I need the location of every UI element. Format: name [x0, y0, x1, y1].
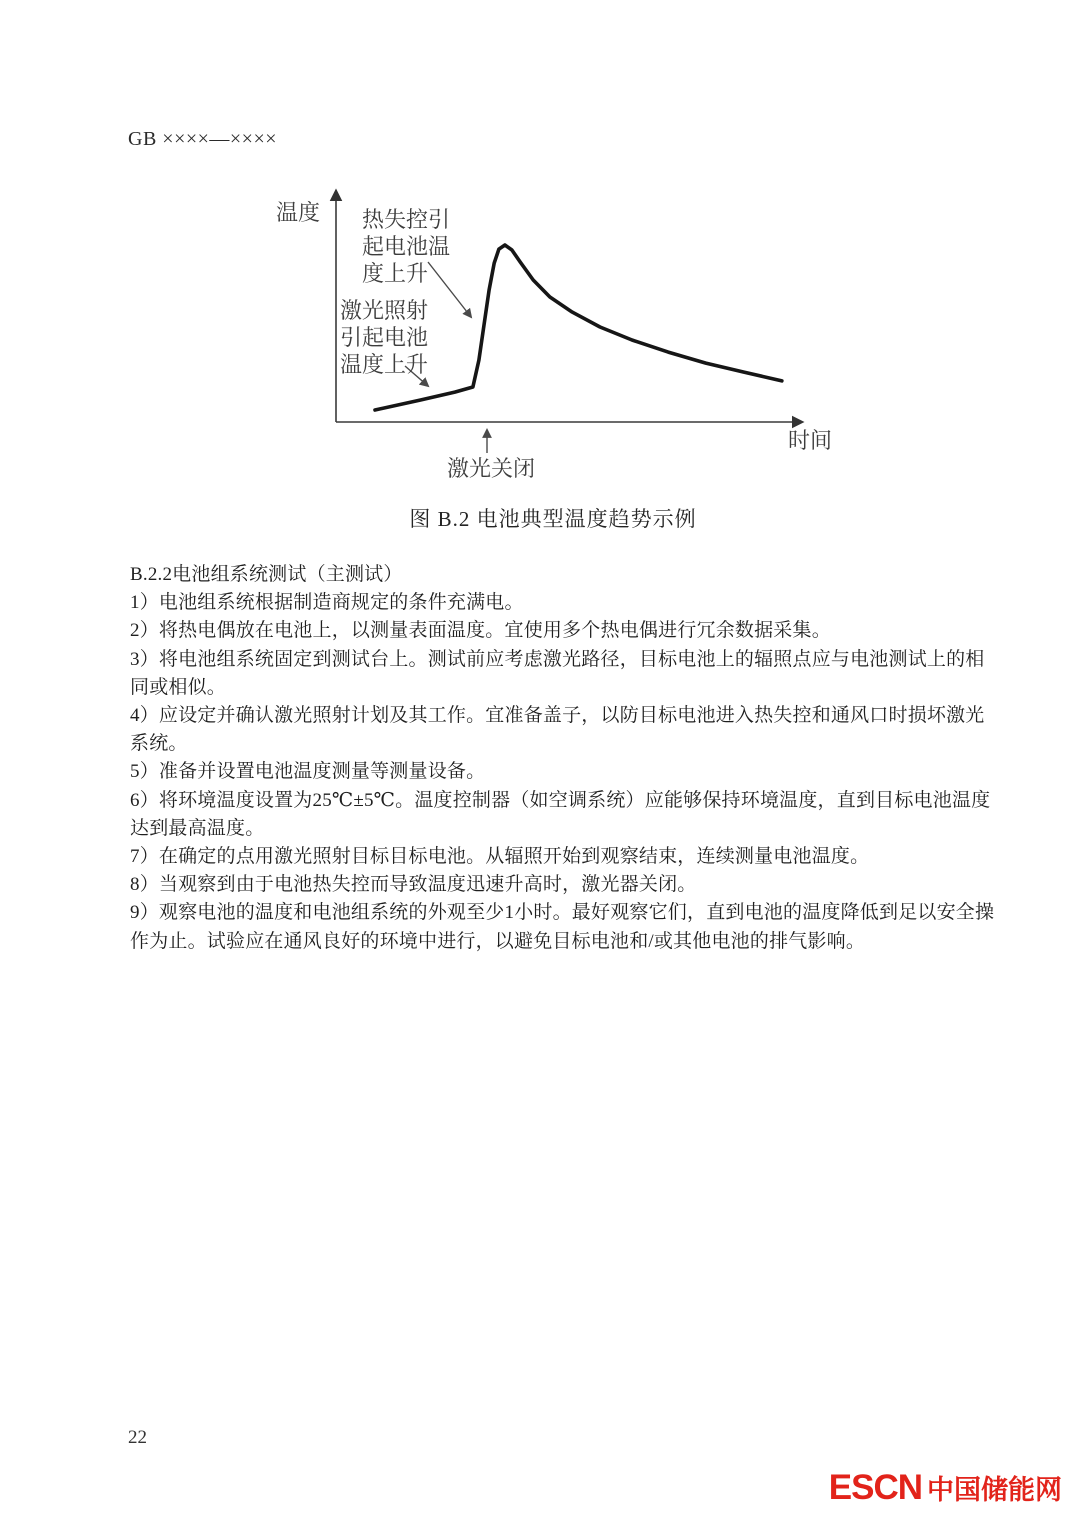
body-line: 达到最高温度。: [130, 817, 265, 839]
y-axis-label: 温度: [276, 200, 321, 225]
svg-text:热失控引: 热失控引: [362, 207, 451, 232]
page-number: 22: [128, 1427, 147, 1448]
body-line: 1）电池组系统根据制造商规定的条件充满电。: [130, 592, 524, 614]
logo-escn-text: ESCN: [828, 1468, 922, 1507]
svg-text:激光照射: 激光照射: [340, 298, 429, 323]
annotation-laser-heating: [340, 298, 428, 377]
figure-caption: 图 B.2 电池典型温度趋势示例: [409, 507, 697, 531]
figure-b2: [260, 175, 850, 497]
body-text: [130, 561, 995, 956]
svg-text:温度上升: 温度上升: [340, 352, 429, 377]
body-line: 4）应设定并确认激光照射计划及其工作。宜准备盖子，以防目标电池进入热失控和通风口时损坏激光: [130, 705, 985, 727]
body-line: 8）当观察到由于电池热失控而导致温度迅速升高时，激光器关闭。: [130, 874, 697, 896]
x-axis-label: 时间: [788, 428, 833, 453]
svg-text:度上升: 度上升: [362, 261, 429, 286]
temperature-curve: [375, 245, 782, 410]
body-line: 3）将电池组系统固定到测试台上。测试前应考虑激光路径，目标电池上的辐照点应与电池测试上的相: [130, 648, 985, 670]
body-line: 2）将热电偶放在电池上，以测量表面温度。宜使用多个热电偶进行冗余数据采集。: [130, 620, 831, 642]
logo-cjk-text: 中国储能网: [927, 1475, 1062, 1505]
thermal-runaway-arrow: [428, 262, 471, 317]
body-line: 7）在确定的点用激光照射目标目标电池。从辐照开始到观察结束，连续测量电池温度。: [130, 846, 870, 868]
body-line: 9）观察电池的温度和电池组系统的外观至少1小时。最好观察它们，直到电池的温度降低到足以安全操: [130, 902, 995, 924]
laser-off-label: 激光关闭: [446, 456, 536, 481]
standard-number: GB ××××—××××: [128, 128, 278, 150]
body-line: B.2.2电池组系统测试（主测试）: [130, 564, 403, 585]
body-line: 6）将环境温度设置为25℃±5℃。温度控制器（如空调系统）应能够保持环境温度，直到目标电池温度: [130, 789, 991, 811]
body-line: 系统。: [130, 733, 188, 755]
body-line: 5）准备并设置电池温度测量等测量设备。: [130, 761, 486, 783]
svg-text:引起电池: 引起电池: [340, 325, 429, 350]
body-line: 作为止。试验应在通风良好的环境中进行，以避免目标电池和/或其他电池的排气影响。: [130, 930, 866, 952]
body-line: 同或相似。: [130, 676, 227, 698]
svg-text:起电池温: 起电池温: [362, 234, 451, 259]
temperature-trend-chart: [260, 175, 850, 497]
escn-logo: [829, 1468, 1062, 1508]
